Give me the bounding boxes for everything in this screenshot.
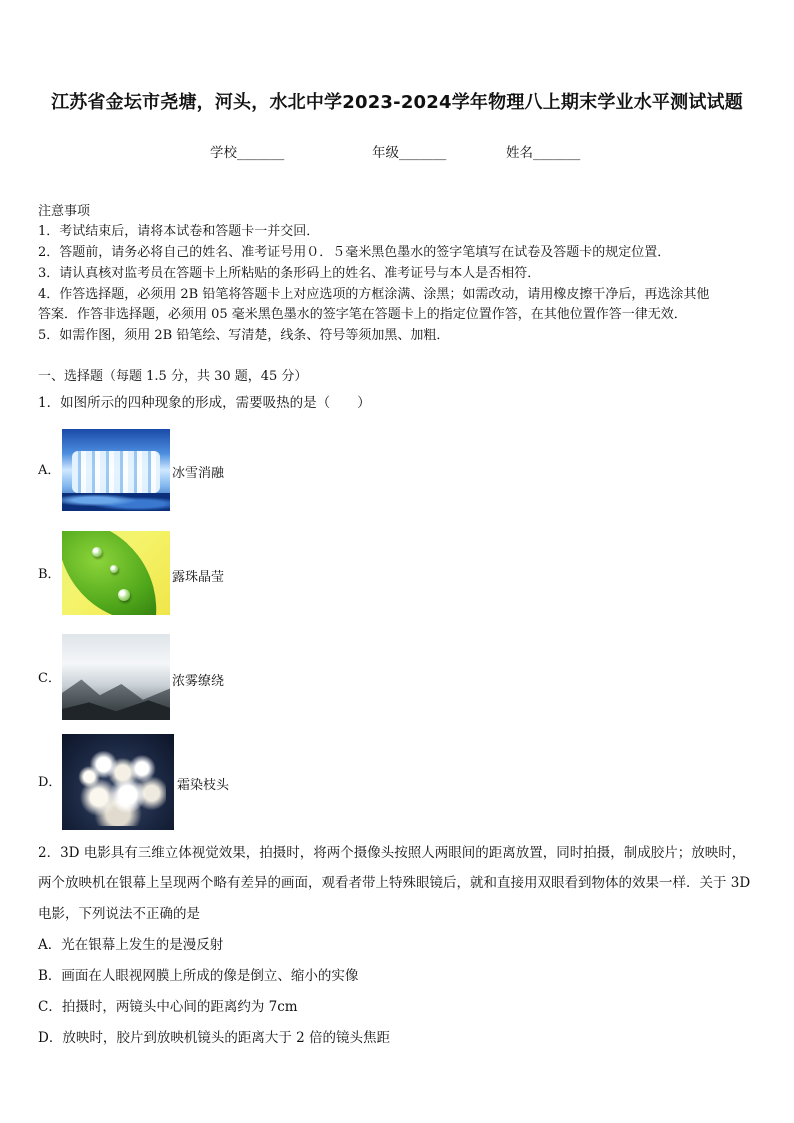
- option-b-caption: 露珠晶莹: [172, 570, 225, 585]
- option-c-label[interactable]: C．: [38, 671, 61, 686]
- notice-item: 答案．作答非选择题，必须用 05 毫米黑色墨水的签字笔在答题卡上的指定位置作答，在其他位置作答一律无效．: [38, 307, 687, 322]
- grade-field[interactable]: [372, 141, 446, 161]
- question-2-option-b[interactable]: B．画面在人眼视网膜上所成的像是倒立、缩小的实像: [38, 968, 359, 984]
- question-2-stem-line: 两个放映机在银幕上呈现两个略有差异的画面，观看者带上特殊眼镜后，就和直接用双眼看到物体的效果一样．关于 3D: [38, 875, 751, 891]
- frozen-waterfall-photo: [62, 429, 170, 511]
- option-a-caption: 冰雪消融: [172, 466, 225, 481]
- dew-leaf-photo: [62, 531, 170, 615]
- option-d-label[interactable]: D．: [38, 775, 62, 790]
- section-heading: 一、选择题（每题 1.5 分，共 30 题，45 分）: [38, 369, 308, 384]
- option-b-label[interactable]: B．: [38, 567, 61, 582]
- grade-label: 年级: [372, 145, 399, 161]
- school-blank: _______: [237, 145, 285, 161]
- notice-item: 2．答题前，请务必将自己的姓名、准考证号用０．５毫米黑色墨水的签字笔填写在试卷及答题卡的规定位置．: [38, 245, 671, 260]
- question-2-option-c[interactable]: C．拍摄时，两镜头中心间的距离约为 7cm: [38, 999, 298, 1015]
- notice-item: 1．考试结束后，请将本试卷和答题卡一并交回．: [38, 224, 320, 239]
- grade-blank: _______: [399, 145, 447, 161]
- option-a-label[interactable]: A．: [38, 463, 61, 478]
- school-field[interactable]: [210, 141, 284, 161]
- notice-item: 4．作答选择题，必须用 2B 铅笔将答题卡上对应选项的方框涂满、涂黑；如需改动，请用橡皮擦干净后，再选涂其他: [38, 287, 710, 302]
- frosted-branches-photo: [62, 734, 174, 830]
- question-2-option-d[interactable]: D．放映时，胶片到放映机镜头的距离大于 2 倍的镜头焦距: [38, 1030, 390, 1046]
- option-d-caption: 霜染枝头: [177, 778, 230, 793]
- question-2-stem-line: 电影，下列说法不正确的是: [38, 906, 200, 922]
- name-blank: _______: [533, 145, 581, 161]
- school-label: 学校: [210, 145, 237, 161]
- notice-item: 3．请认真核对监考员在答题卡上所粘贴的条形码上的姓名、准考证号与本人是否相符．: [38, 266, 541, 281]
- option-c-caption: 浓雾缭绕: [172, 674, 225, 689]
- notice-heading: 注意事项: [38, 204, 91, 219]
- misty-mountains-photo: [62, 634, 170, 720]
- question-2-stem-line: 2．3D 电影具有三维立体视觉效果，拍摄时，将两个摄像头按照人两眼间的距离放置，同时拍摄，制成胶片；放映时，: [38, 845, 746, 861]
- name-label: 姓名: [506, 145, 533, 161]
- question-1-stem: 1．如图所示的四种现象的形成，需要吸热的是（ ）: [38, 395, 371, 411]
- page-title: 江苏省金坛市尧塘，河头，水北中学2023-2024学年物理八上期末学业水平测试试题: [51, 92, 743, 113]
- name-field[interactable]: [506, 141, 580, 161]
- notice-item: 5．如需作图，须用 2B 铅笔绘、写清楚，线条、符号等须加黑、加粗．: [38, 328, 450, 343]
- question-2-option-a[interactable]: A．光在银幕上发生的是漫反射: [38, 937, 224, 953]
